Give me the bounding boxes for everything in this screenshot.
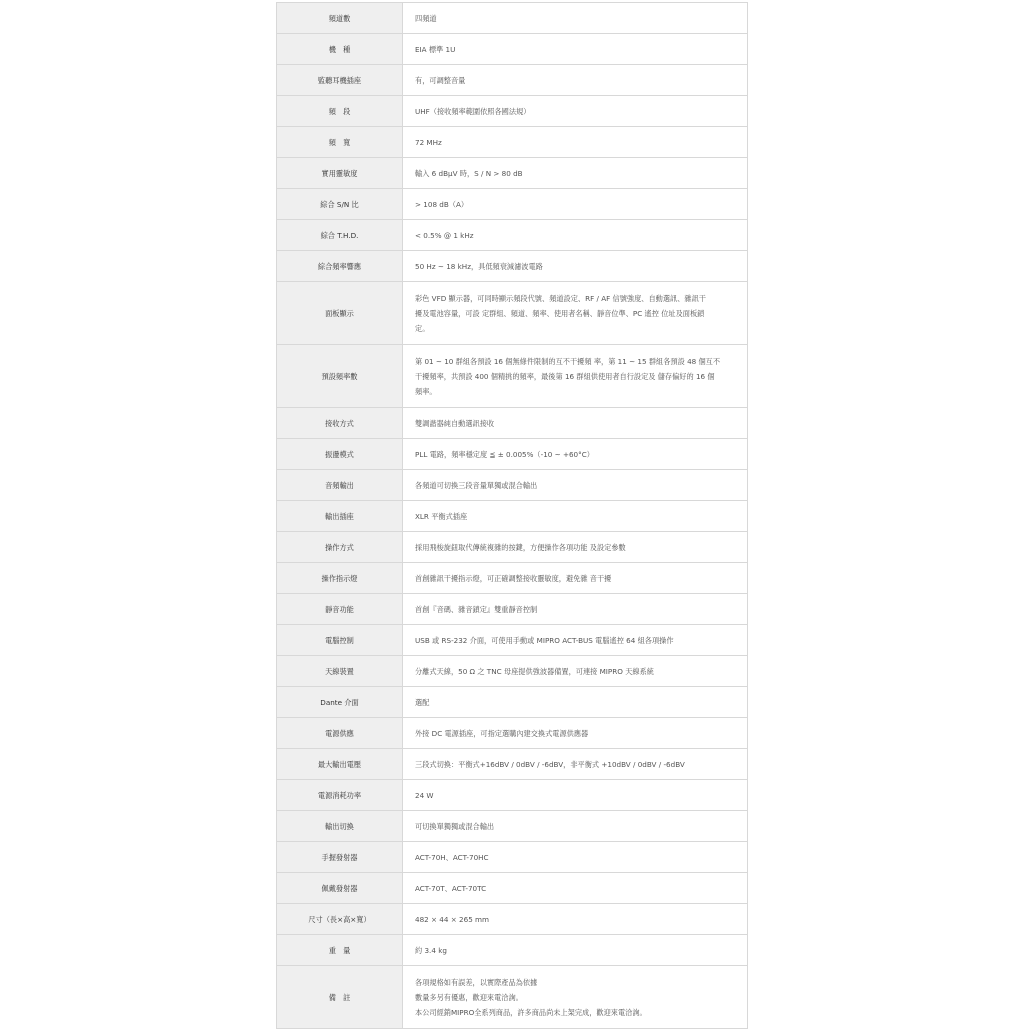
spec-value (403, 470, 748, 501)
spec-label: 頻道數 (277, 3, 403, 34)
spec-label: 重 量 (277, 935, 403, 966)
spec-value (403, 656, 748, 687)
spec-label: 頻 段 (277, 96, 403, 127)
spec-table (276, 2, 748, 1029)
spec-value-line: PLL 電路，頻率穩定度 ≦ ± 0.005%（-10 ~ +60°C） (415, 449, 594, 459)
spec-row (277, 220, 748, 251)
spec-label: 輸出插座 (277, 501, 403, 532)
spec-value (403, 189, 748, 220)
spec-value (403, 96, 748, 127)
spec-label: Dante 介面 (277, 687, 403, 718)
spec-value-line: 四頻道 (415, 13, 437, 23)
spec-row (277, 470, 748, 501)
spec-value (403, 158, 748, 189)
spec-value-line: ACT-70H、ACT-70HC (415, 852, 489, 862)
spec-value-line: 輸入 6 dBμV 時，S / N > 80 dB (415, 168, 523, 178)
spec-value (403, 408, 748, 439)
spec-value-line: EIA 標準 1U (415, 44, 456, 54)
spec-value (403, 904, 748, 935)
spec-value (403, 873, 748, 904)
spec-value (403, 282, 748, 345)
spec-row (277, 34, 748, 65)
spec-value-line: UHF（接收頻率範圍依照各國法規） (415, 106, 531, 116)
spec-value-line: 雙調諧器純自動選訊接收 (415, 418, 495, 428)
spec-row (277, 127, 748, 158)
spec-label: 操作方式 (277, 532, 403, 563)
spec-label: 輸出切換 (277, 811, 403, 842)
spec-value-line: 分離式天線，50 Ω 之 TNC 母座提供強波器備置，可連接 MIPRO 天線系統 (415, 666, 654, 676)
spec-value (403, 780, 748, 811)
spec-value-line: USB 或 RS-232 介面，可使用手動或 MIPRO ACT-BUS 電腦遙控 64 組各項操作 (415, 635, 674, 645)
spec-label: 天線裝置 (277, 656, 403, 687)
spec-row (277, 439, 748, 470)
spec-row (277, 966, 748, 1029)
spec-row (277, 935, 748, 966)
spec-row (277, 501, 748, 532)
spec-value-line: 有，可調整音量 (415, 75, 466, 85)
spec-label: 電源消耗功率 (277, 780, 403, 811)
spec-row (277, 842, 748, 873)
spec-label: 面板顯示 (277, 282, 403, 345)
spec-value (403, 687, 748, 718)
spec-value-line: 各頻道可切換三段音量單獨或混合輸出 (415, 480, 538, 490)
spec-row (277, 811, 748, 842)
spec-label: 監聽耳機插座 (277, 65, 403, 96)
spec-value-line: 第 01 ~ 10 群組各預設 16 個無條件限制的互不干擾頻 率，第 11 ~ 15 群組各預設 48 個互不 (415, 356, 721, 366)
spec-label: 佩戴發射器 (277, 873, 403, 904)
spec-value (403, 3, 748, 34)
spec-label: 頻 寬 (277, 127, 403, 158)
spec-value-line: 採用飛梭旋鈕取代傳統複雜的按鍵，方便操作各項功能 及設定參數 (415, 542, 626, 552)
spec-value (403, 501, 748, 532)
spec-value-line: 本公司經銷MIPRO全系列商品，許多商品尚未上架完成，歡迎來電洽詢。 (415, 1007, 647, 1017)
spec-label: 振盪模式 (277, 439, 403, 470)
spec-value-line: > 108 dB（A） (415, 199, 469, 209)
spec-value-line: 各項規格如有誤差，以實際產品為依據 (415, 977, 538, 987)
spec-row (277, 3, 748, 34)
spec-row (277, 158, 748, 189)
spec-row (277, 780, 748, 811)
spec-value-line: XLR 平衡式插座 (415, 511, 468, 521)
spec-value (403, 532, 748, 563)
spec-row (277, 65, 748, 96)
spec-row (277, 718, 748, 749)
spec-value-line: 50 Hz ~ 18 kHz，具低頻衰減濾波電路 (415, 261, 543, 271)
spec-label: 電腦控制 (277, 625, 403, 656)
spec-value (403, 811, 748, 842)
spec-label: 綜合 T.H.D. (277, 220, 403, 251)
spec-row (277, 345, 748, 408)
spec-value-line: 首創『音碼、雜音鎖定』雙重靜音控制 (415, 604, 538, 614)
spec-row (277, 532, 748, 563)
spec-label: 操作指示燈 (277, 563, 403, 594)
spec-value-line: 數量多另有優惠，歡迎來電洽詢。 (415, 992, 523, 1002)
spec-value (403, 935, 748, 966)
spec-row (277, 594, 748, 625)
spec-label: 備 註 (277, 966, 403, 1029)
spec-row (277, 687, 748, 718)
spec-value-line: 選配 (415, 697, 430, 707)
spec-row (277, 96, 748, 127)
spec-label: 手握發射器 (277, 842, 403, 873)
spec-value (403, 220, 748, 251)
spec-value (403, 65, 748, 96)
spec-row (277, 904, 748, 935)
spec-label: 接收方式 (277, 408, 403, 439)
spec-row (277, 749, 748, 780)
spec-label: 靜音功能 (277, 594, 403, 625)
spec-value (403, 127, 748, 158)
spec-row (277, 625, 748, 656)
spec-value (403, 34, 748, 65)
spec-value (403, 439, 748, 470)
spec-value (403, 842, 748, 873)
spec-row (277, 282, 748, 345)
spec-row (277, 251, 748, 282)
spec-row (277, 189, 748, 220)
spec-value-line: 三段式切換：平衡式+16dBV / 0dBV / -6dBV，非平衡式 +10dBV / 0dBV / -6dBV (415, 759, 685, 769)
spec-value (403, 749, 748, 780)
spec-table-body (277, 3, 748, 1029)
spec-label: 預設頻率數 (277, 345, 403, 408)
spec-value-line: 約 3.4 kg (415, 945, 447, 955)
spec-value (403, 563, 748, 594)
spec-value (403, 251, 748, 282)
spec-value (403, 718, 748, 749)
spec-value-line: 24 W (415, 790, 434, 800)
spec-label: 綜合頻率響應 (277, 251, 403, 282)
spec-value-line: 首創雜訊干擾指示燈，可正確調整接收靈敏度，避免雜 音干擾 (415, 573, 612, 583)
spec-label: 實用靈敏度 (277, 158, 403, 189)
spec-value-line: 482 × 44 × 265 mm (415, 914, 490, 924)
spec-value-line: 頻率。 (415, 386, 437, 396)
spec-value-line: 定。 (415, 323, 430, 333)
spec-label: 尺寸（長×高×寬） (277, 904, 403, 935)
spec-value-line: 可切換單獨獨或混合輸出 (415, 821, 495, 831)
spec-label: 音頻輸出 (277, 470, 403, 501)
spec-value (403, 594, 748, 625)
spec-value-line: 72 MHz (415, 137, 442, 147)
spec-value (403, 345, 748, 408)
spec-value-line: ACT-70T、ACT-70TC (415, 883, 487, 893)
spec-row (277, 873, 748, 904)
spec-value-line: 彩色 VFD 顯示器，可同時顯示頻段代號、頻道設定、RF / AF 信號強度、自動選訊、雜訊干 (415, 293, 706, 303)
spec-row (277, 656, 748, 687)
spec-value (403, 966, 748, 1029)
spec-value-line: 干擾頻率，共預設 400 個精挑的頻率，最後第 16 群組供使用者自行設定及 儲存偏好的 16 個 (415, 371, 715, 381)
spec-row (277, 408, 748, 439)
spec-value-line: 擾及電池容量，可設 定群組、頻道、頻率、使用者名稱、靜音位準、PC 遙控 位址及面板鎖 (415, 308, 705, 318)
spec-label: 機 種 (277, 34, 403, 65)
spec-label: 最大輸出電壓 (277, 749, 403, 780)
spec-value (403, 625, 748, 656)
spec-row (277, 563, 748, 594)
spec-label: 電源供應 (277, 718, 403, 749)
spec-value-line: 外接 DC 電源插座，可指定選購內建交換式電源供應器 (415, 728, 589, 738)
spec-value-line: < 0.5% @ 1 kHz (415, 230, 474, 240)
spec-label: 綜合 S/N 比 (277, 189, 403, 220)
